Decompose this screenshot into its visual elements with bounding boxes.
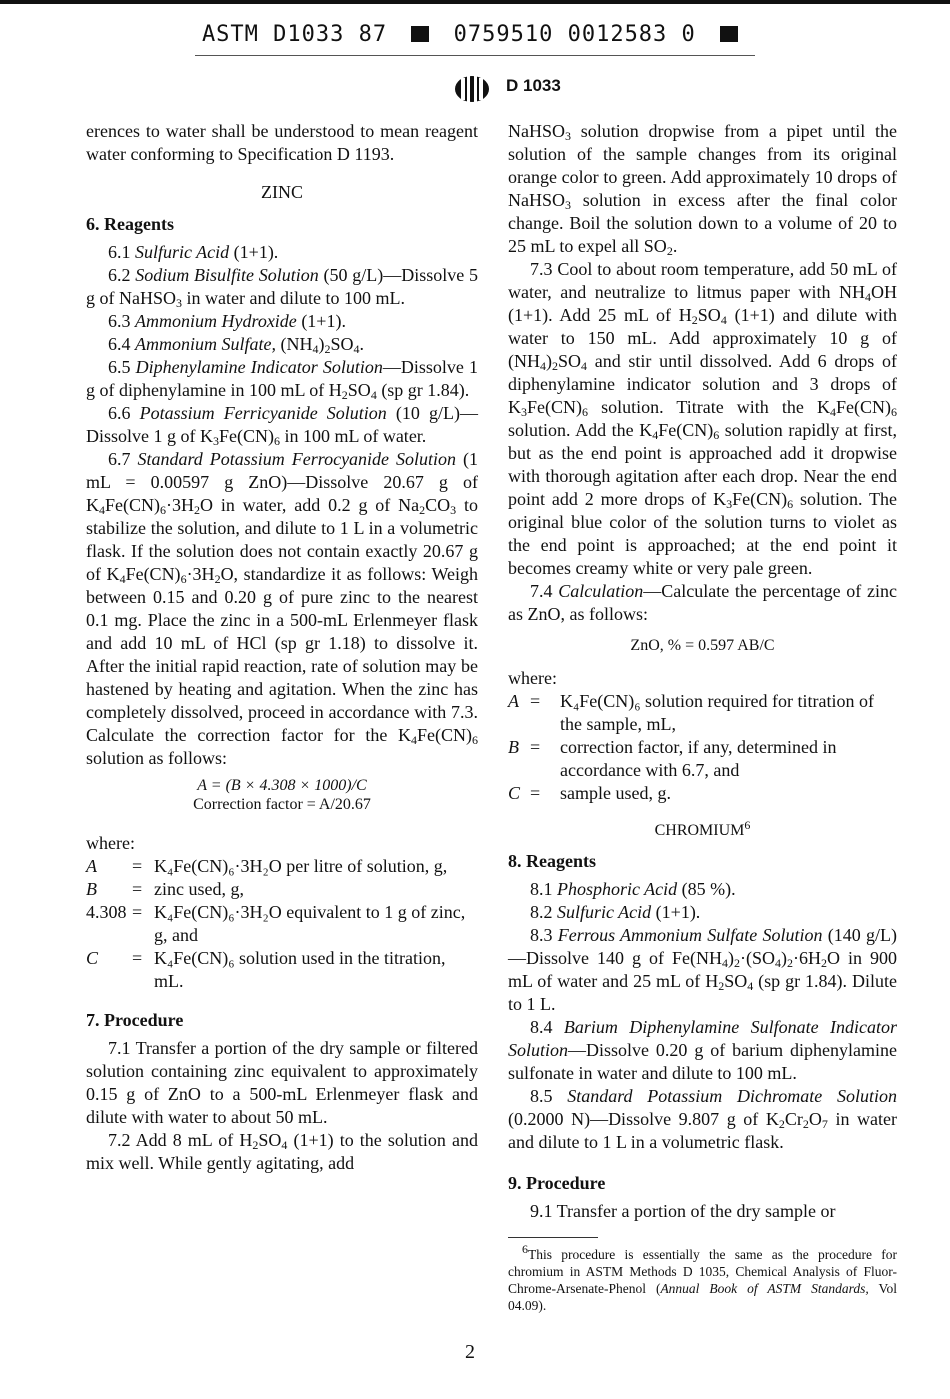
- definition-item: A = K₄Fe(CN)₆ solution required for titration of the sample, mL,: [508, 691, 874, 734]
- section-heading-8: 8. Reagents: [508, 851, 596, 871]
- equation-zno: ZnO, % = 0.597 AB/C: [630, 637, 775, 654]
- section-7-1: 7.1 Transfer a portion of the dry sample or filtered solution containing zinc equivalent to approximately 0.15 g of ZnO to a 500-mL Erlenmeyer flask and dilute with water to about 50 mL.: [86, 1038, 478, 1127]
- heading-chromium: CHROMIUM$^6$: [654, 818, 751, 839]
- section-9-1: 9.1 Transfer a portion of the dry sample or: [530, 1201, 836, 1221]
- section-6-2: 6.2 Sodium Bisulfite Solution (50 g/L)—Dissolve 5 g of NaHSO$_3$ in water and dilute to 100 mL.: [86, 265, 479, 310]
- section-6-7: 6.7 Standard Potassium Ferrocyanide Solution (1 mL = 0.00597 g ZnO)—Dissolve 20.67 g of $K_4Fe(CN)_6\cdot 3H_2O$ in water, add 0.2 g of $Na_2CO_3$ to stabilize the solution, and dilute to 1 L in a volumetric flask. If the solution does not contain exactly 20.67 g of $K_4Fe(CN)_6\cdot 3H_2O$, standardize it as follows: Weigh between 0.15 and 0.20 g of pure zinc to the nearest 0.1 mg. Place the zinc in a 500-mL Erlenmeyer flask and add 10 mL of HCl (sp gr 1.18) to dissolve it. After the initial rapid reaction, rate of solution may be hastened by heating and agitation. When the zinc has completely dissolved, proceed in accordance with 7.3. Calculate the correction factor for the $K_4Fe(CN)_6$ solution as follows:: [86, 449, 479, 768]
- black-mark-icon: [720, 26, 738, 42]
- paragraph-7-2-cont: NaHSO$_3$ solution dropwise from a pipet until the solution of the sample changes from its original orange color to green. Add approximately 10 drops of NaHSO$_3$ solution in excess after the final color change. Boil the solution down to a volume of 20 to 25 mL to expel all $SO_2$.: [508, 121, 897, 258]
- definition-item: B = zinc used, g,: [86, 879, 244, 899]
- definition-item: B = correction factor, if any, determined in accordance with 6.7, and: [508, 737, 837, 780]
- definition-item: C = sample used, g.: [508, 783, 671, 803]
- black-mark-icon: [411, 26, 429, 42]
- left-column: [86, 120, 478, 1175]
- paragraph-intro: erences to water shall be understood to mean reagent water conforming to Specification D 1193.: [86, 121, 478, 164]
- page-number: 2: [465, 1341, 475, 1363]
- definitions-list: [508, 690, 897, 805]
- section-8-5: 8.5 Standard Potassium Dichromate Solution (0.2000 N)—Dissolve 9.807 g of $K_2Cr_2O_7$ in water and dilute to 1 L in a volumetric flask.: [508, 1086, 898, 1152]
- section-heading-9: 9. Procedure: [508, 1173, 606, 1193]
- section-6-6: 6.6 Potassium Ferricyanide Solution (10 g/L)—Dissolve 1 g of $K_3Fe(CN)_6$ in 100 mL of water.: [86, 403, 478, 448]
- where-label: where:: [86, 833, 135, 853]
- section-6-3: 6.3 Ammonium Hydroxide (1+1).: [108, 311, 346, 331]
- header-numbers: 0759510 0012583 0: [453, 22, 696, 47]
- equation-correction-factor: Correction factor = A/20.67: [193, 796, 371, 813]
- right-column: [508, 120, 897, 1314]
- section-6-4: 6.4 Ammonium Sulfate, $(NH_4)_2SO_4$.: [108, 334, 365, 356]
- header-rule: [195, 55, 755, 56]
- section-7-4: 7.4 Calculation—Calculate the percentage of zinc as ZnO, as follows:: [508, 581, 898, 624]
- section-8-3: 8.3 Ferrous Ammonium Sulfate Solution (140 g/L)—Dissolve 140 g of $Fe(NH_4)_2\cdot(SO_4)_2\cdot 6H_2O$ in 900 mL of water and 25 mL of $H_2SO_4$ (sp gr 1.84). Dilute to 1 L.: [508, 925, 898, 1014]
- section-8-1: 8.1 Phosphoric Acid (85 %).: [530, 879, 736, 899]
- section-6-1: 6.1 Sulfuric Acid (1+1).: [108, 242, 279, 262]
- section-7-2: 7.2 Add 8 mL of $H_2SO_4$ (1+1) to the solution and mix well. While gently agitating, add: [86, 1130, 478, 1173]
- section-8-2: 8.2 Sulfuric Acid (1+1).: [530, 902, 701, 922]
- header-code: ASTM D1033 87: [201, 22, 388, 47]
- footnote: $^6$This procedure is essentially the same as the procedure for chromium in ASTM Methods D 1035, Chemical Analysis of Fluor-Chrome-Arsenate-Phenol (Annual Book of ASTM Standards, Vol 04.09).: [508, 1242, 897, 1313]
- top-border: [0, 0, 950, 4]
- where-label: where:: [508, 668, 557, 688]
- running-header: [0, 22, 950, 47]
- designation: D 1033: [506, 76, 561, 95]
- astm-logo-icon: [452, 74, 492, 104]
- equation-correction: A = (B × 4.308 × 1000)/C: [197, 777, 367, 794]
- definition-item: C = K₄Fe(CN)₆ solution used in the titration, mL.: [86, 948, 446, 991]
- heading-zinc: ZINC: [261, 182, 303, 202]
- definition-item: 4.308 = K₄Fe(CN)₆·3H₂O equivalent to 1 g of zinc, g, and: [86, 902, 466, 945]
- section-8-4: 8.4 Barium Diphenylamine Sulfonate Indicator Solution—Dissolve 0.20 g of barium diphenylamine sulfonate in water and dilute to 100 mL.: [508, 1017, 898, 1083]
- section-heading-6: 6. Reagents: [86, 214, 174, 234]
- section-7-3: 7.3 Cool to about room temperature, add 50 mL of water, and neutralize to litmus paper with $NH_4OH$ (1+1). Add 25 mL of $H_2SO_4$ (1+1) and dilute with water to 150 mL. Add approximately 10 g of $(NH_4)_2SO_4$ and stir until dissolved. Add 6 drops of diphenylamine indicator solution and 3 drops of $K_3Fe(CN)_6$ solution. Titrate with the $K_4Fe(CN)_6$ solution. Add the $K_4Fe(CN)_6$ solution rapidly at first, but as the end point is approached add it dropwise with thorough agitation after each drop. Near the end point add 2 more drops of $K_3Fe(CN)_6$ solution. The original blue color of the solution turns to violet as the end point is approached; at the end point it becomes creamy white or very pale green.: [508, 259, 898, 578]
- definition-item: A = K₄Fe(CN)₆·3H₂O per litre of solution, g,: [86, 856, 448, 876]
- definitions-list: [86, 855, 478, 993]
- section-6-5: 6.5 Diphenylamine Indicator Solution—Dissolve 1 g of diphenylamine in 100 mL of $H_2SO_4$ (sp gr 1.84).: [86, 357, 479, 402]
- footnote-rule: [508, 1237, 598, 1238]
- section-heading-7: 7. Procedure: [86, 1010, 184, 1030]
